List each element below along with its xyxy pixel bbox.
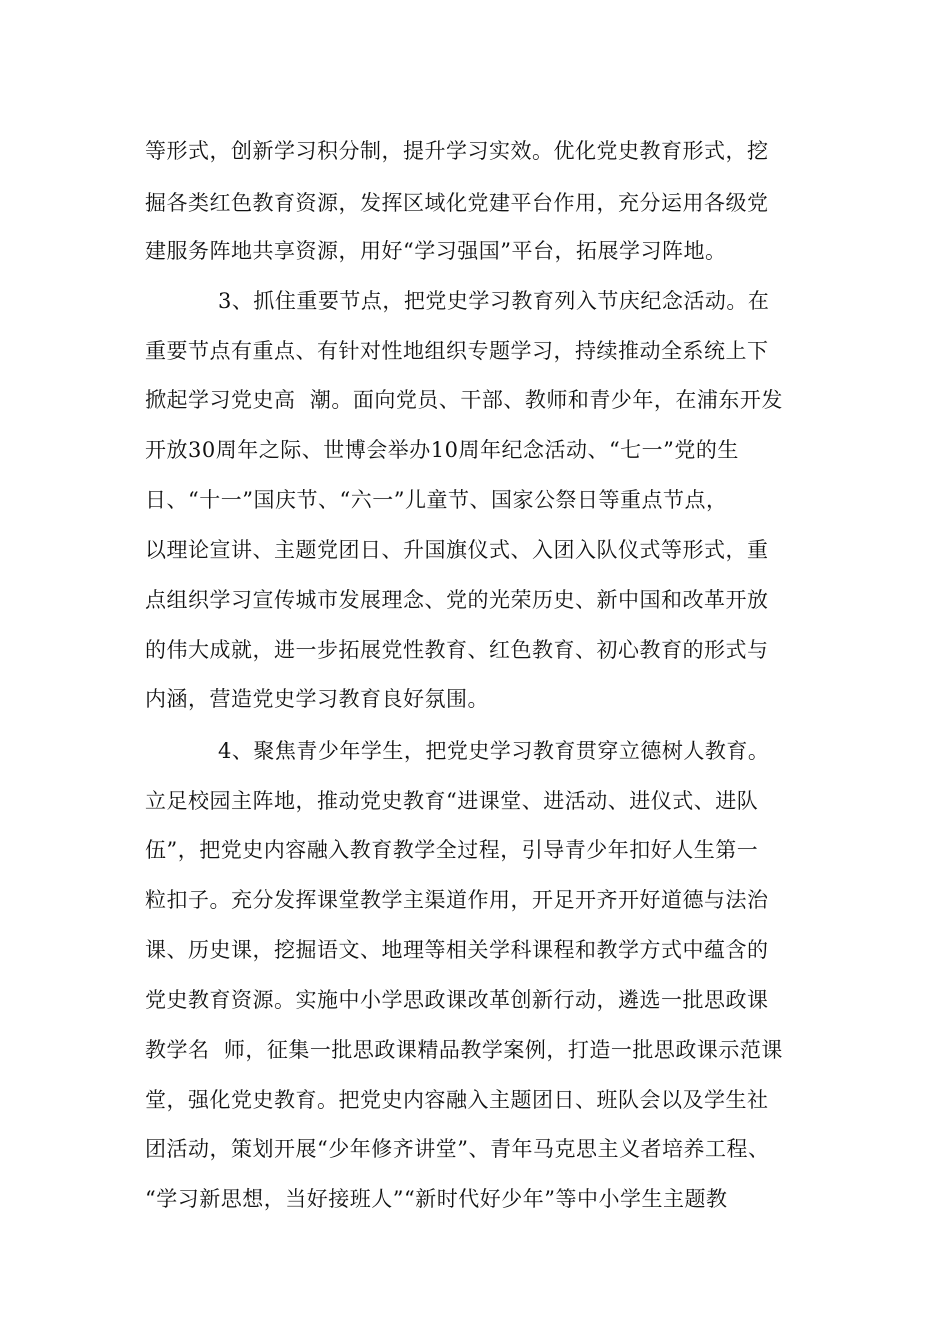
text-line: 日、“十一”国庆节、“六一”儿童节、国家公祭日等重点节点， <box>145 488 728 512</box>
text-line: 教学名 师，征集一批思政课精品教学案例，打造一批思政课示范课 <box>145 1038 783 1062</box>
text-line: 党史教育资源。实施中小学思政课改革创新行动，遴选一批思政课 <box>145 988 769 1012</box>
text-line: 堂，强化党史教育。把党史内容融入主题团日、班队会以及学生社 <box>145 1088 769 1112</box>
section-4-heading-line: 4、聚焦青少年学生，把党史学习教育贯穿立德树人教育。 <box>218 739 770 763</box>
text-line: 课、历史课，挖掘语文、地理等相关学科课程和教学方式中蕴含的 <box>145 938 769 962</box>
text-line: 掀起学习党史高 潮。面向党员、干部、教师和青少年，在浦东开发 <box>145 388 783 412</box>
text-line: 内涵，营造党史学习教育良好氛围。 <box>145 687 489 711</box>
text-line: “学习新思想，当好接班人”“新时代好少年”等中小学生主题教 <box>145 1187 728 1211</box>
text-line: 点组织学习宣传城市发展理念、党的光荣历史、新中国和改革开放 <box>145 588 769 612</box>
text-line: 团活动，策划开展“少年修齐讲堂”、青年马克思主义者培养工程、 <box>145 1137 770 1161</box>
text-line: 开放30周年之际、世博会举办10周年纪念活动、“七一”党的生 <box>145 438 739 462</box>
text-line: 的伟大成就，进一步拓展党性教育、红色教育、初心教育的形式与 <box>145 638 769 662</box>
text-line: 立足校园主阵地，推动党史教育“进课堂、进活动、进仪式、进队 <box>145 789 759 813</box>
section-3-heading-line: 3、抓住重要节点，把党史学习教育列入节庆纪念活动。在 <box>218 289 770 313</box>
text-line: 建服务阵地共享资源，用好“学习强国”平台，拓展学习阵地。 <box>145 239 727 263</box>
text-line: 重要节点有重点、有针对性地组织专题学习，持续推动全系统上下 <box>145 339 769 363</box>
text-line: 粒扣子。充分发挥课堂教学主渠道作用，开足开齐开好道德与法治 <box>145 888 769 912</box>
text-line: 等形式，创新学习积分制，提升学习实效。优化党史教育形式，挖 <box>145 139 769 163</box>
text-line: 掘各类红色教育资源，发挥区域化党建平台作用，充分运用各级党 <box>145 191 769 215</box>
text-line: 以理论宣讲、主题党团日、升国旗仪式、入团入队仪式等形式，重 <box>145 538 769 562</box>
text-line: 伍”，把党史内容融入教育教学全过程，引导青少年扣好人生第一 <box>145 838 759 862</box>
